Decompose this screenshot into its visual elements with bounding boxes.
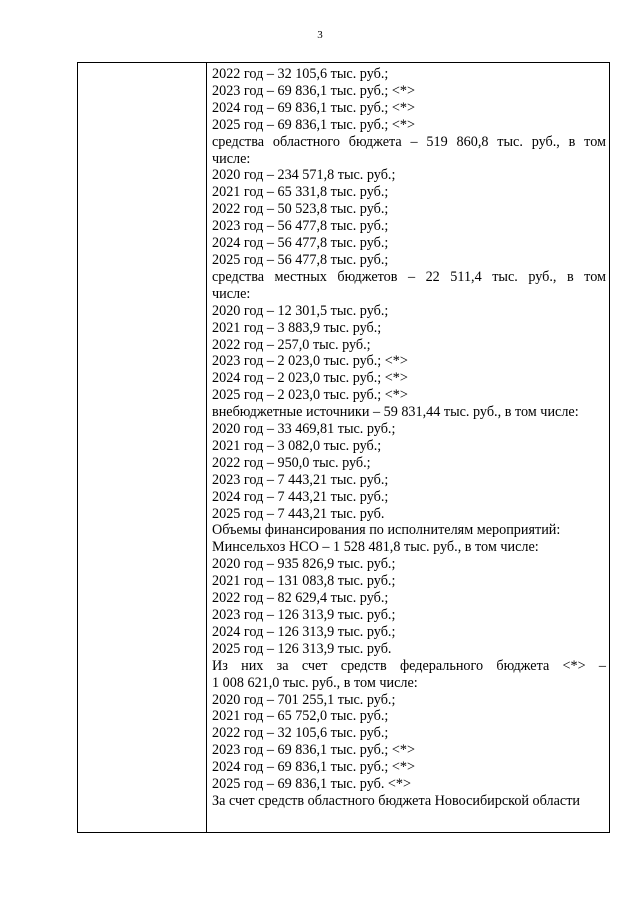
text-line: 2023 год – 7 443,21 тыс. руб.; (212, 471, 389, 488)
text-line: 2020 год – 234 571,8 тыс. руб.; (212, 167, 396, 184)
page-number: 3 (317, 29, 323, 41)
text-line: Минсельхоз НСО – 1 528 481,8 тыс. руб., в том числе: (212, 539, 539, 556)
text-line: средства областного бюджета – 519 860,8 тыс. руб., в том (212, 133, 606, 150)
text-line: 2023 год – 69 836,1 тыс. руб.; <*> (212, 742, 415, 759)
text-line: За счет средств областного бюджета Новосибирской области (212, 792, 580, 809)
text-line: 2022 год – 50 523,8 тыс. руб.; (212, 201, 389, 218)
text-line: 2022 год – 32 105,6 тыс. руб.; (212, 66, 389, 82)
text-line: 2022 год – 32 105,6 тыс. руб.; (212, 725, 389, 742)
text-line: 2025 год – 7 443,21 тыс. руб. (212, 505, 385, 522)
text-line: 2020 год – 701 255,1 тыс. руб.; (212, 691, 396, 708)
text-line: средства местных бюджетов – 22 511,4 тыс. руб., в том (212, 268, 606, 285)
text-line: 2025 год – 56 477,8 тыс. руб.; (212, 251, 389, 268)
text-line: 2021 год – 3 082,0 тыс. руб.; (212, 437, 382, 454)
text-line: 2024 год – 2 023,0 тыс. руб.; <*> (212, 370, 408, 387)
text-line: 2025 год – 2 023,0 тыс. руб.; <*> (212, 387, 408, 404)
text-line: 2023 год – 56 477,8 тыс. руб.; (212, 218, 389, 235)
text-line: 2025 год – 69 836,1 тыс. руб. <*> (212, 776, 412, 793)
text-line: 2022 год – 950,0 тыс. руб.; (212, 454, 371, 471)
text-line: 1 008 621,0 тыс. руб., в том числе: (212, 674, 418, 691)
text-line: числе: (212, 150, 251, 167)
text-line: 2021 год – 131 083,8 тыс. руб.; (212, 573, 396, 590)
text-line: 2020 год – 33 469,81 тыс. руб.; (212, 421, 396, 438)
text-line: 2020 год – 935 826,9 тыс. руб.; (212, 556, 396, 573)
text-line: 2023 год – 126 313,9 тыс. руб.; (212, 607, 396, 623)
text-line: 2023 год – 2 023,0 тыс. руб.; <*> (212, 353, 408, 370)
text-line: 2022 год – 257,0 тыс. руб.; (212, 336, 371, 353)
text-line: 2021 год – 65 331,8 тыс. руб.; (212, 184, 389, 201)
text-line: 2021 год – 3 883,9 тыс. руб.; (212, 319, 382, 336)
text-line: числе: (212, 285, 251, 302)
text-line: 2024 год – 69 836,1 тыс. руб.; <*> (212, 99, 415, 116)
text-line: внебюджетные источники – 59 831,44 тыс. руб., в том числе: (212, 404, 579, 421)
text-line: 2020 год – 12 301,5 тыс. руб.; (212, 302, 389, 319)
text-line: Из них за счет средств федерального бюджета <*> – (212, 657, 606, 674)
left-cell-empty (78, 63, 207, 832)
text-line: 2025 год – 69 836,1 тыс. руб.; <*> (212, 116, 415, 133)
text-line: 2021 год – 65 752,0 тыс. руб.; (212, 708, 389, 725)
text-line: 2023 год – 69 836,1 тыс. руб.; <*> (212, 82, 415, 99)
text-line: 2024 год – 56 477,8 тыс. руб.; (212, 235, 389, 252)
text-line: 2022 год – 82 629,4 тыс. руб.; (212, 590, 389, 607)
text-line: Объемы финансирования по исполнителям мероприятий: (212, 522, 561, 539)
financing-table (77, 62, 610, 833)
financing-text-cell (207, 63, 609, 832)
text-line: 2024 год – 69 836,1 тыс. руб.; <*> (212, 759, 415, 776)
text-line: 2024 год – 7 443,21 тыс. руб.; (212, 488, 389, 505)
text-line: 2024 год – 126 313,9 тыс. руб.; (212, 623, 396, 640)
text-line: 2025 год – 126 313,9 тыс. руб. (212, 640, 392, 657)
